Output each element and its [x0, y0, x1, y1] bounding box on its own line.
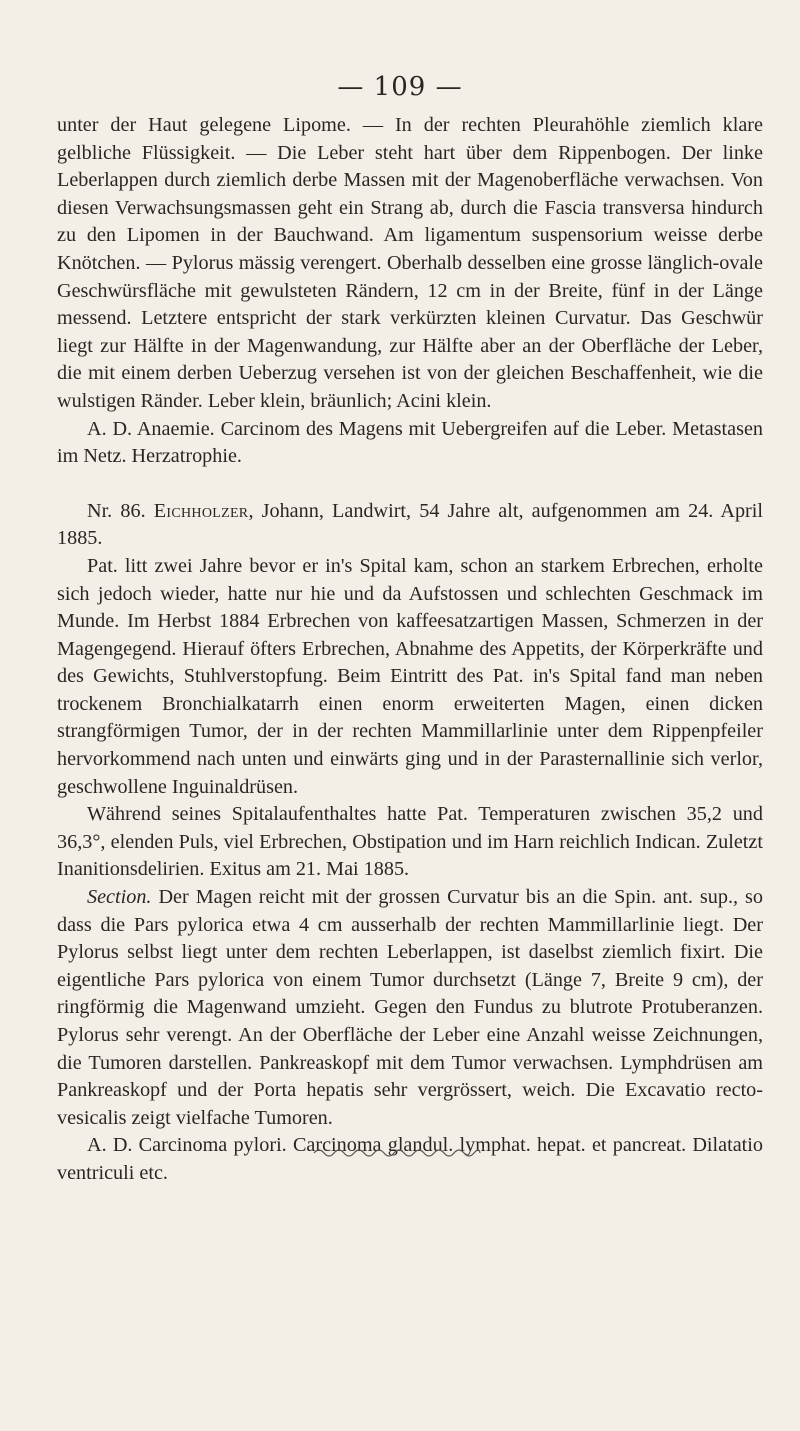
case-details: , Johann, Landwirt, 54 Jahre alt, aufgenommen am 24. April 1885.: [57, 499, 763, 550]
paragraph-history: Pat. litt zwei Jahre bevor er in's Spital kam, schon an starkem Erbrechen, erholte sich jedoch wieder, hatte nur hie und da Aufstossen und schlechten Geschmack im Munde. Im Herbst 1884 Erbrechen von kaffeesatzartigen Massen, Schmerzen in der Magengegend. Hierauf öfters Erbrechen, Abnahme des Appetits, der Körperkräfte und des Gewichts, Stuhlverstopfung. Beim Eintritt des Pat. in's Spital fand man neben trockenem Bronchialkatarrh einen enorm erweiterten Magen, einen dicken strangförmigen Tumor, der in der rechten Mammillarlinie unter dem Rippenpfeiler hervorkommend nach unten und einwärts ging und in der Parasternallinie sich verlor, geschwollene Inguinaldrüsen.: [57, 554, 763, 798]
body-text: [57, 112, 763, 1188]
section-text: Der Magen reicht mit der grossen Curvatur bis an die Spin. ant. sup., so dass die Pars pylorica etwa 4 cm ausserhalb der rechten Mammillarlinie liegt. Der Pylorus selbst liegt unter dem rechten Leberlappen, ist daselbst ziemlich fixirt. Die eigentliche Pars pylorica von einem Tumor durchsetzt (Länge 7, Breite 9 cm), der ringförmig die Magenwand umzieht. Gegen den Fundus zu blutrote Protuberanzen. Pylorus sehr verengt. An der Oberfläche der Leber eine Anzahl weisse Zeichnungen, die Tumoren darstellen. Pankreaskopf mit dem Tumor verwachsen. Lymphdrüsen am Pankreaskopf und der Porta hepatis sehr vergrössert, weich. Die Excavatio recto-vesicalis zeigt vielfache Tumoren.: [57, 886, 763, 1129]
section-label: Section.: [87, 886, 152, 909]
case-number: Nr. 86.: [87, 499, 146, 522]
paragraph-section: [57, 884, 763, 1132]
wavy-divider-ornament: [312, 1146, 482, 1160]
paragraph-anatomical-diagnosis-1: A. D. Anaemie. Carcinom des Magens mit Uebergreifen auf die Leber. Metastasen im Netz. Herzatrophie.: [57, 417, 763, 468]
patient-name: Eichholzer: [153, 499, 249, 522]
paragraph-anatomical-diagnosis-2: A. D. Carcinoma pylori. Carcinoma glandul. lymphat. hepat. et pancreat. Dilatatio ventriculi etc.: [57, 1134, 763, 1184]
paragraph-case-header: [57, 498, 763, 553]
page-number: — 109 —: [337, 72, 463, 102]
paragraph-autopsy-continued: unter der Haut gelegene Lipome. — In der rechten Pleurahöhle ziemlich klare gelbliche Flüssigkeit. — Die Leber steht hart über dem Rippenbogen. Der linke Leberlappen durch ziemlich derbe Massen mit der Magenoberfläche verwachsen. Von diesen Verwachsungsmassen geht ein Strang ab, durch die Fascia transversa hindurch zu den Lipomen in der Bauchwand. Am ligamentum suspensorium weisse derbe Knötchen. — Pylorus mässig verengert. Oberhalb desselben eine grosse länglich-ovale Geschwürsfläche mit gewulsteten Rändern, 12 cm in der Breite, fünf in der Länge messend. Letztere entspricht der stark verkürzten kleinen Curvatur. Das Geschwür liegt zur Hälfte in der Magenwandung, zur Hälfte aber an der Oberfläche der Leber, die mit einem derben Ueberzug versehen ist von der gleichen Beschaffenheit, wie die wulstigen Ränder. Leber klein, bräunlich; Acini klein.: [57, 114, 763, 412]
paragraph-hospital-course: Während seines Spitalaufenthaltes hatte Pat. Temperaturen zwischen 35,2 und 36,3°, elenden Puls, viel Erbrechen, Obstipation und im Harn reichlich Indican. Zuletzt Inanitionsdelirien. Exitus am 21. Mai 1885.: [57, 803, 763, 881]
